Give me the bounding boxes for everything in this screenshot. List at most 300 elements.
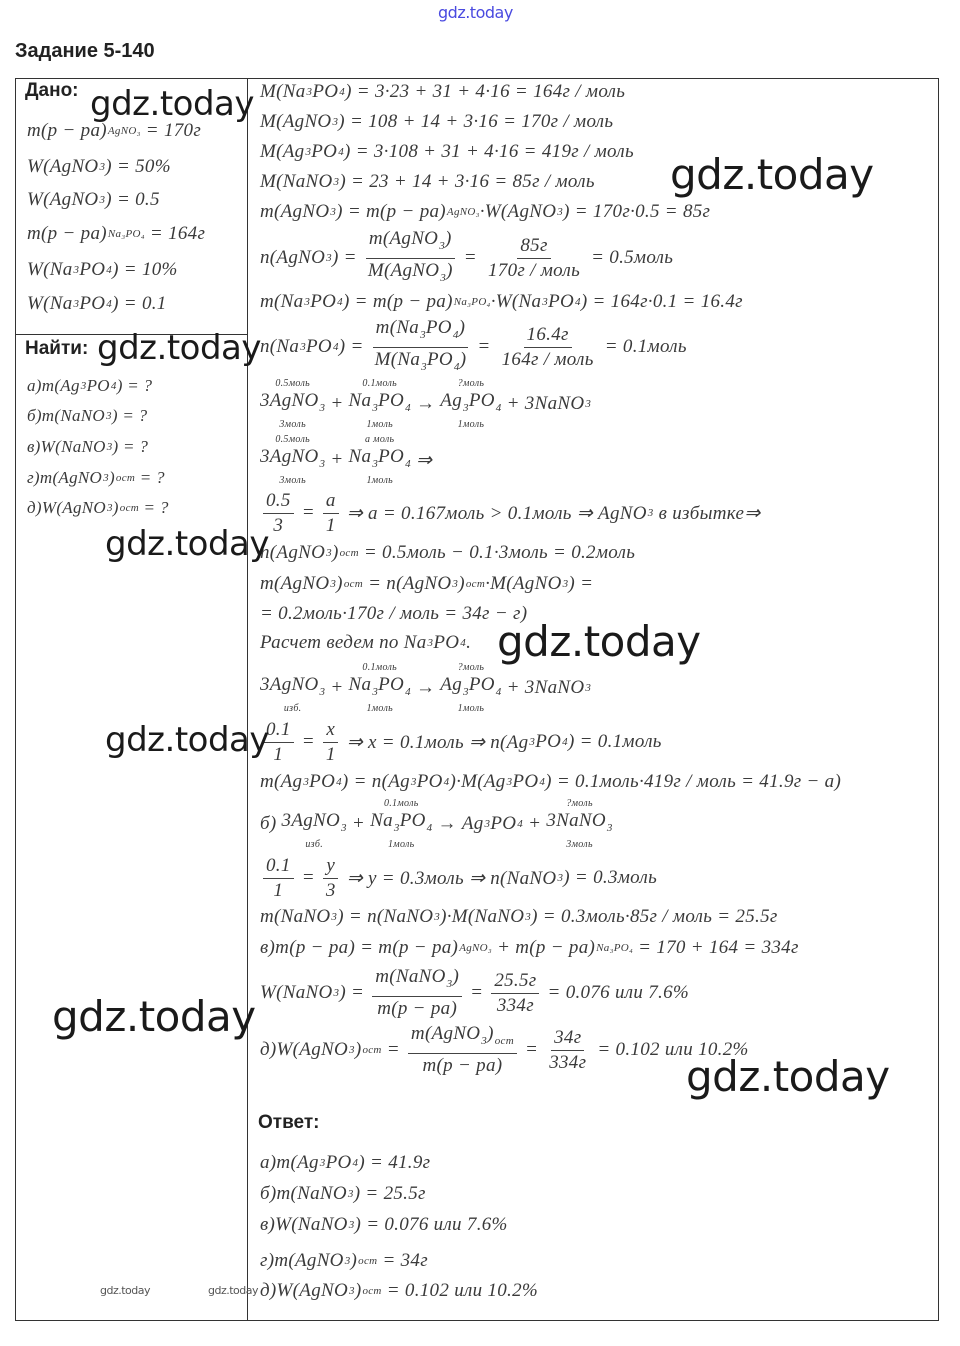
math-text: PO [512, 771, 539, 792]
denominator [419, 1054, 505, 1077]
numerator [491, 970, 539, 994]
numerator [366, 228, 455, 259]
amount-below: 3моль [279, 474, 306, 486]
math-text: PO [535, 731, 562, 752]
math-text: ) [354, 1039, 362, 1060]
numerator [323, 855, 338, 879]
subscript: 3 [344, 1255, 351, 1267]
math-text: W(Na [27, 293, 73, 314]
fraction [372, 317, 470, 378]
fraction [365, 228, 456, 289]
math-text: = 170г [140, 120, 202, 141]
subscript: 3 [421, 360, 427, 373]
solution-line [260, 928, 799, 968]
math-text: ) = 0.1моль·419г / моль = 41.9г − а) [545, 771, 842, 792]
math-text: ) [458, 573, 465, 594]
math-text: ) [445, 227, 452, 249]
amount-below: 3моль [566, 838, 593, 850]
math-text: д)W(AgNO [260, 1039, 348, 1060]
math-text: ) = [568, 573, 594, 594]
math-text: m(p − pa) [27, 120, 107, 141]
watermark: gdz.today [90, 84, 254, 124]
math-text: Ag [440, 673, 463, 695]
math-text: г)m(AgNO [260, 1250, 344, 1271]
find-line [27, 488, 169, 528]
math-text: 1 [325, 743, 336, 765]
answer-line [260, 1205, 508, 1245]
math-text: m(AgNO [368, 227, 439, 249]
subscript: 3 [525, 911, 532, 923]
subscript: 3 [319, 685, 326, 698]
subscript: ост [115, 472, 136, 484]
math-text: в избытке⇒ [653, 502, 761, 524]
math-text: m(NaNO [260, 906, 331, 927]
math-text: 16.4г [526, 323, 569, 345]
math-text: m(Na [375, 316, 420, 338]
find-heading: Найти: [25, 338, 89, 359]
amount-above: 0.1моль [383, 797, 419, 809]
math-text: = 164г [144, 223, 206, 244]
math-text: ) = 41.9г [358, 1152, 431, 1173]
denominator [499, 348, 597, 371]
watermark: gdz.today [208, 1284, 259, 1297]
subscript: 3 [106, 502, 113, 514]
subscript: 4 [332, 341, 339, 353]
math-text: ) [487, 1023, 494, 1044]
math-text: . [466, 632, 472, 653]
amount-above: ?моль [457, 661, 485, 673]
math-text: ) = 10% [112, 259, 178, 280]
math-text: PO [79, 293, 106, 314]
subscript: 4 [405, 401, 411, 414]
math-text: PO [310, 291, 337, 312]
subscript: 3 [434, 911, 441, 923]
amount-below: изб. [283, 702, 302, 714]
math-text: ) = 108 + 14 + 3·16 = 170г / моль [338, 111, 614, 132]
math-text: ·W(Na [490, 291, 542, 312]
math-text: 334г [549, 1051, 587, 1073]
subscript: AgNO₃ [446, 206, 480, 218]
subscript: 3 [606, 821, 613, 834]
subscript: 4 [460, 637, 467, 649]
math-text: W(NaNO [260, 982, 333, 1003]
solution-line [260, 717, 662, 767]
solution-line [260, 227, 674, 284]
math-text: W(AgNO [27, 189, 99, 210]
subscript: 4 [426, 821, 433, 834]
math-text: + [325, 449, 349, 470]
math-text: 164г / моль [501, 348, 594, 370]
subscript: 4 [337, 296, 343, 308]
subscript: 3 [484, 818, 491, 830]
subscript: 4 [495, 685, 502, 698]
math-text: M(AgNO [260, 111, 332, 132]
math-text: W(AgNO [27, 156, 99, 177]
given-line [27, 284, 167, 324]
amount-above: a моль [365, 433, 395, 445]
math-text: ) = 3·108 + 31 + 4·16 = 419г / моль [344, 141, 634, 162]
math-text: + [325, 393, 349, 414]
math-text: ⇒ y = 0.3моль ⇒ n(NaNO [341, 867, 557, 889]
watermark: gdz.today [105, 524, 269, 564]
math-text: 334г [496, 994, 534, 1016]
subscript: ост [119, 502, 139, 514]
subscript: 4 [575, 296, 581, 308]
subscript: 3 [349, 1044, 355, 1056]
math-text: ·W(AgNO [479, 201, 557, 222]
subscript: 3 [341, 821, 347, 834]
math-text: M(Ag [260, 141, 305, 162]
subscript: 3 [99, 161, 106, 173]
math-text: PO [86, 376, 110, 395]
subscript: 4 [453, 360, 460, 373]
math-text: ) = 23 + 14 + 3·16 = 85г / моль [339, 171, 595, 192]
math-text: ) = 0.1моль [567, 731, 662, 752]
subscript: 3 [73, 264, 80, 276]
math-text: в)W(NaNO [260, 1214, 348, 1235]
amount-above: 0.1моль [362, 661, 398, 673]
math-text: ) = 0.1 [112, 293, 167, 314]
math-text: ·M(AgNO [485, 573, 562, 594]
subscript: 3 [326, 547, 332, 559]
subscript: 4 [405, 685, 411, 698]
subscript: ост [362, 1044, 382, 1056]
reaction-line [260, 432, 432, 488]
subscript: 3 [347, 1188, 354, 1200]
annotated-formula [282, 798, 347, 851]
math-text: ) [452, 966, 460, 987]
denominator [485, 259, 583, 282]
subscript: 3 [557, 872, 564, 884]
watermark-top: gdz.today [438, 3, 513, 22]
subscript: 3 [305, 146, 312, 158]
math-text: ) = 3·23 + 31 + 4·16 = 164г / моль [345, 81, 626, 102]
numerator [323, 719, 338, 743]
solution-line [260, 1025, 749, 1075]
amount-above: 0.5моль [275, 377, 310, 389]
math-text: PO [548, 291, 575, 312]
math-text: а)m(Ag [27, 376, 80, 395]
answer-line [260, 1271, 538, 1311]
formula [282, 810, 347, 839]
formula [349, 674, 411, 703]
math-text: x [326, 718, 336, 740]
math-text: д)W(AgNO [27, 498, 106, 517]
math-text: )·M(Ag [449, 771, 506, 792]
math-text: Na [348, 673, 372, 695]
numerator [373, 317, 469, 348]
math-text: ) = 0.3моль·85г / моль = 25.5г [531, 906, 778, 927]
annotated-formula [370, 798, 432, 851]
math-text: ) = 170г·0.5 = 85г [563, 201, 711, 222]
subscript: 3 [333, 987, 340, 999]
subscript: 3 [306, 86, 313, 98]
math-text: PO [312, 81, 339, 102]
math-text: в)W(NaNO [27, 437, 106, 456]
math-text: + 3NaNO [501, 393, 585, 414]
denominator [546, 1051, 589, 1074]
math-text: = [381, 1039, 405, 1060]
subscript: 3 [106, 410, 112, 422]
math-text: ) = 25.5г [353, 1183, 426, 1204]
math-text: ) = 0.3моль [563, 867, 658, 888]
subscript: 3 [372, 457, 379, 470]
math-text: 3NaNO [546, 809, 606, 831]
answer-heading: Ответ: [258, 1112, 320, 1133]
watermark: gdz.today [52, 992, 256, 1041]
subscript: 3 [300, 341, 307, 353]
math-text: 170г / моль [487, 259, 581, 281]
amount-below: 1моль [366, 474, 393, 486]
watermark: gdz.today [670, 150, 874, 199]
math-text: → Ag [432, 813, 484, 834]
solution-line [260, 316, 687, 373]
math-text: ) [459, 348, 467, 370]
numerator [323, 490, 339, 514]
math-text: ) [350, 1250, 358, 1271]
solution-line [260, 488, 760, 538]
subscript: 4 [539, 776, 546, 788]
subscript: 3 [330, 206, 337, 218]
math-text: Расчет ведем по Na [260, 632, 427, 653]
math-text: M(Na [374, 348, 421, 370]
subscript: 3 [562, 578, 569, 590]
math-text: + [325, 677, 349, 698]
math-text: = [296, 502, 320, 523]
subscript: ост [343, 578, 364, 590]
math-text: + m(p − pa) [492, 937, 596, 958]
math-text: W(Na [27, 259, 73, 280]
annotated-formula [349, 662, 411, 715]
subscript: 3 [303, 776, 310, 788]
subscript: 4 [405, 457, 411, 470]
formula [370, 810, 432, 839]
formula [440, 674, 501, 703]
subscript: 4 [338, 146, 345, 158]
subscript: 3 [481, 1035, 488, 1047]
subscript: 3 [410, 776, 417, 788]
subscript: 3 [103, 472, 109, 484]
math-text: = n(AgNO [363, 573, 452, 594]
math-text: M(NaNO [260, 171, 333, 192]
subscript: 3 [332, 116, 339, 128]
math-text: ) = ? [111, 406, 148, 425]
math-text: n(AgNO [260, 542, 326, 563]
amount-above: ?моль [566, 797, 593, 809]
math-text: ) = [339, 982, 370, 1003]
math-text: 3 [273, 514, 284, 536]
math-text: ⇒ a = 0.167моль > 0.1моль ⇒ AgNO [341, 502, 647, 524]
subscript: 3 [446, 978, 453, 990]
subscript: 3 [463, 685, 469, 698]
formula [260, 390, 325, 419]
formula [440, 390, 501, 419]
solution-line [260, 192, 710, 232]
math-text: m(p − pa) [27, 223, 107, 244]
subscript: 3 [349, 1285, 355, 1297]
fraction [263, 855, 294, 902]
denominator [494, 994, 537, 1017]
subscript: 4 [562, 736, 568, 748]
math-text: ) = m(p − pa) [336, 201, 446, 222]
math-text: ) = ? [116, 376, 153, 395]
amount-above: 0.1моль [362, 377, 398, 389]
subscript: 3 [585, 682, 592, 694]
watermark: gdz.today [105, 720, 269, 760]
math-text: m(Na [260, 291, 304, 312]
math-text: = 0.076 или 7.6% [542, 982, 690, 1003]
math-text: 1 [273, 879, 284, 901]
denominator [372, 348, 470, 378]
reaction-line [260, 660, 591, 716]
subscript: 3 [506, 776, 513, 788]
math-text: = 34г [377, 1250, 428, 1271]
annotated-formula [546, 798, 612, 851]
subscript: 4 [336, 776, 342, 788]
math-text: m(AgNO [260, 201, 330, 222]
annotated-formula [260, 378, 325, 431]
fraction [323, 490, 339, 537]
fraction [408, 1023, 517, 1077]
amount-below: 1моль [457, 702, 485, 714]
math-text: ) [354, 1280, 362, 1301]
math-text: PO [378, 389, 405, 411]
subscript: 3 [304, 296, 311, 308]
math-text: а)m(Ag [260, 1152, 319, 1173]
numerator [263, 490, 294, 514]
formula [546, 810, 612, 839]
math-text: ⇒ [410, 449, 433, 471]
column-divider [247, 78, 248, 1321]
numerator [551, 1027, 584, 1051]
math-text: б)m(NaNO [260, 1183, 347, 1204]
subscript: 3 [319, 401, 326, 414]
math-text: 25.5г [494, 969, 537, 991]
subscript: AgNO₃ [459, 942, 493, 954]
math-text: ) = [331, 247, 362, 268]
numerator [524, 324, 572, 348]
formula [260, 446, 325, 475]
math-text: = ? [135, 468, 165, 487]
subscript: 3 [330, 578, 337, 590]
annotated-formula [349, 378, 411, 431]
subscript: 3 [80, 380, 87, 392]
subscript: ост [494, 1035, 514, 1047]
subscript: 3 [319, 1157, 326, 1169]
math-text: + 3NaNO [501, 677, 585, 698]
amount-above [291, 662, 294, 674]
subscript: 3 [348, 1219, 355, 1231]
math-text: ) [331, 542, 339, 563]
math-text: m(AgNO [260, 573, 330, 594]
math-text: ) = [338, 336, 369, 357]
subscript: Na₃PO₄ [453, 296, 491, 308]
subscript: 4 [110, 380, 117, 392]
subscript: 3 [427, 637, 434, 649]
amount-above: 0.5моль [275, 433, 310, 445]
math-text: ⇒ x = 0.1моль ⇒ n(Ag [341, 731, 529, 753]
subscript: 3 [393, 821, 400, 834]
math-text: б) [260, 813, 282, 834]
math-text: PO [79, 259, 106, 280]
math-text: PO [425, 316, 452, 338]
math-text: n(AgNO [260, 247, 326, 268]
numerator [372, 966, 462, 997]
math-text: PO [416, 771, 443, 792]
subscript: 3 [439, 239, 446, 252]
subscript: 3 [440, 271, 447, 284]
amount-below: 1моль [366, 418, 393, 430]
amount-above: ?моль [457, 377, 485, 389]
math-text: ) [446, 259, 453, 281]
math-text: г)m(AgNO [27, 468, 103, 487]
math-text: m(NaNO [375, 966, 446, 987]
math-text: = [458, 247, 482, 268]
subscript: 3 [372, 685, 379, 698]
subscript: 4 [352, 1157, 359, 1169]
solution-line [260, 282, 743, 322]
math-text: ) = n(Ag [341, 771, 410, 792]
annotated-formula [260, 662, 325, 715]
subscript: ост [362, 1285, 382, 1297]
amount-above [313, 798, 316, 810]
subscript: 3 [333, 176, 340, 188]
math-text: 3AgNO [260, 445, 319, 467]
math-text: m(p − pa) [422, 1055, 503, 1076]
math-text: = 170 + 164 = 334г [633, 937, 799, 958]
math-text: PO [468, 389, 495, 411]
math-text: 3AgNO [260, 673, 319, 695]
reaction-line [260, 376, 591, 432]
subscript: 3 [542, 296, 549, 308]
subscript: 3 [99, 194, 106, 206]
subscript: 3 [452, 578, 459, 590]
watermark: gdz.today [97, 328, 261, 368]
subscript: 4 [339, 86, 346, 98]
subscript: 3 [463, 401, 469, 414]
math-text: ) [458, 316, 466, 338]
subscript: 4 [517, 818, 524, 830]
subscript: 4 [106, 264, 113, 276]
math-text: ) = 0.076 или 7.6% [354, 1214, 508, 1235]
math-text: = [472, 336, 496, 357]
math-text: ) = 50% [105, 156, 171, 177]
math-text: → [410, 677, 441, 698]
math-text: = 0.102 или 10.2% [592, 1039, 749, 1060]
numerator [263, 855, 294, 879]
subscript: 3 [331, 911, 338, 923]
given-heading: Дано: [25, 80, 79, 101]
math-text: M(AgNO [367, 259, 440, 281]
math-text: ) = 0.5 [105, 189, 160, 210]
subscript: 3 [106, 441, 113, 453]
amount-below: 1моль [457, 418, 485, 430]
math-text: ) [112, 498, 119, 517]
math-text: 34г [554, 1026, 582, 1048]
math-text: + [523, 813, 547, 834]
watermark: gdz.today [497, 617, 701, 666]
math-text: m(p − pa) [377, 998, 458, 1019]
math-text: = [296, 731, 320, 752]
math-text: 0.5 [266, 489, 291, 511]
math-text: в)m(p − pa) = m(p − pa) [260, 937, 459, 958]
math-text: )·M(NaNO [440, 906, 525, 927]
math-text: = 0.102 или 10.2% [381, 1280, 539, 1301]
math-text: = [465, 982, 489, 1003]
fraction [546, 1027, 589, 1074]
math-text: → [410, 393, 441, 414]
math-text: д)W(AgNO [260, 1280, 348, 1301]
